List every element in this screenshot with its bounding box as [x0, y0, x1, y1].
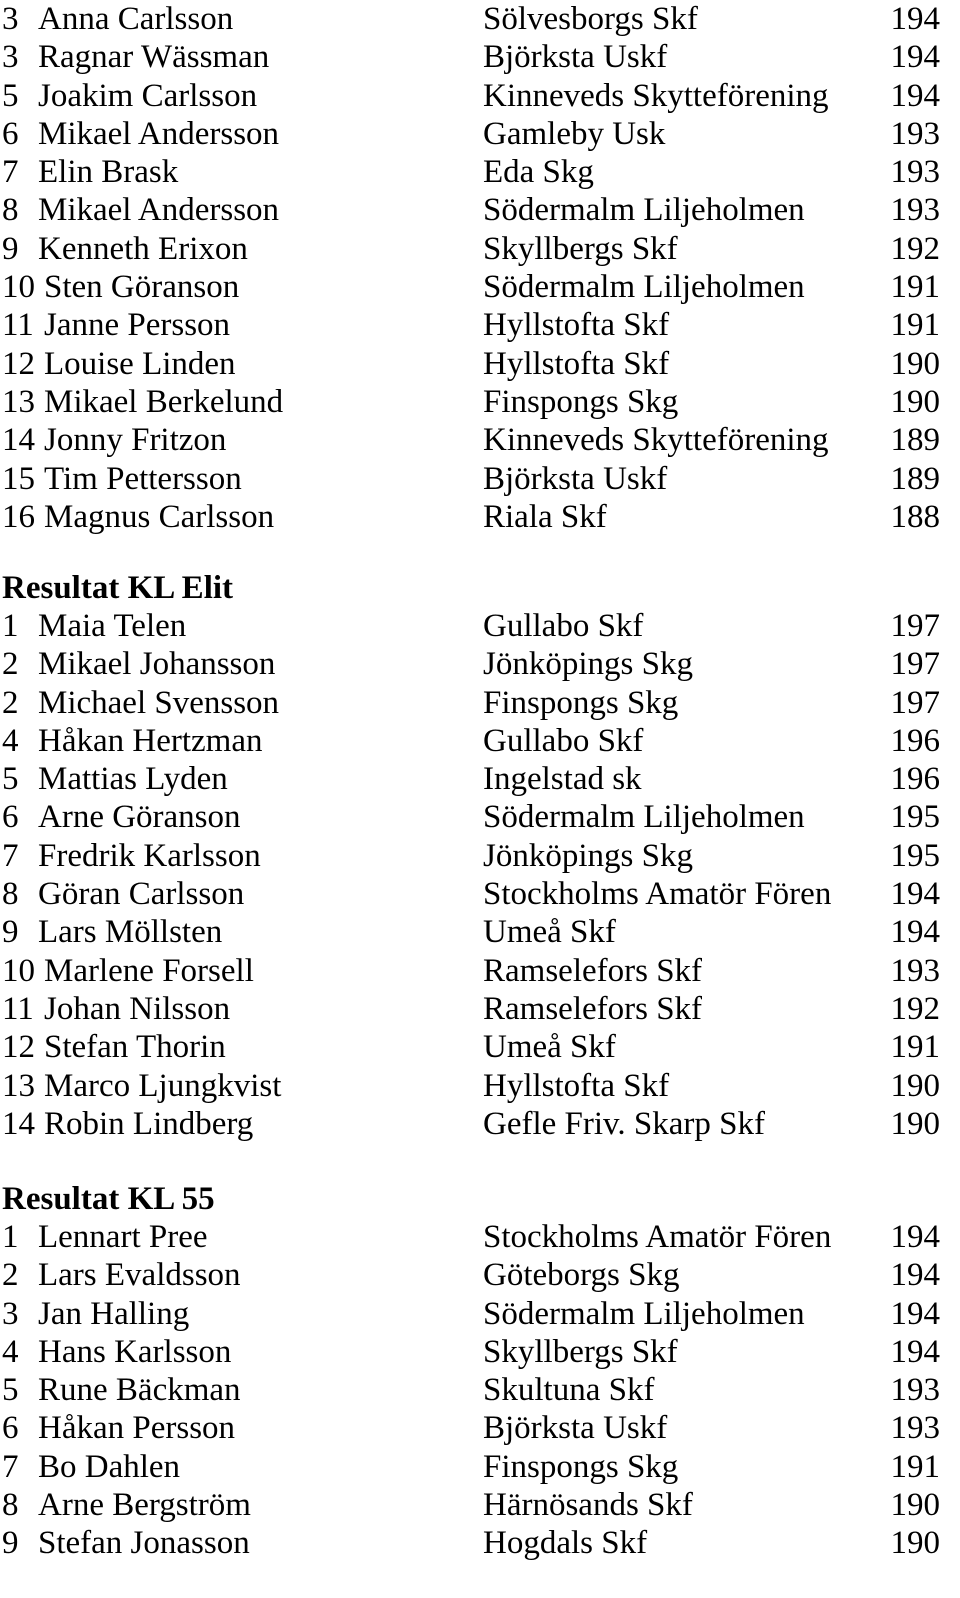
- results-section-kl-55: [0, 1180, 960, 1563]
- score-cell: 194: [890, 876, 940, 913]
- club-cell: Finspongs Skg: [483, 684, 679, 721]
- score-cell: 193: [890, 952, 940, 989]
- club-cell: Härnösands Skf: [483, 1487, 693, 1524]
- name-cell: Jan Halling: [38, 1295, 190, 1332]
- result-row: [0, 153, 960, 191]
- result-row: [0, 38, 960, 76]
- rank-cell: 3: [2, 1, 19, 37]
- rank-cell: 15: [2, 460, 35, 497]
- rank-cell: 5: [2, 77, 19, 114]
- name-cell: Jonny Fritzon: [44, 422, 227, 459]
- name-cell: Marco Ljungkvist: [44, 1067, 282, 1104]
- rank-cell: 2: [2, 684, 19, 721]
- club-cell: Ramselefors Skf: [483, 952, 703, 989]
- name-cell: Louise Linden: [44, 345, 236, 382]
- rank-cell: 9: [2, 914, 19, 951]
- score-cell: 188: [890, 498, 940, 535]
- name-cell: Maia Telen: [38, 608, 187, 644]
- club-cell: Jönköpings Skg: [483, 646, 693, 683]
- club-cell: Umeå Skf: [483, 914, 616, 951]
- score-cell: 190: [890, 345, 940, 382]
- rank-cell: 1: [2, 608, 19, 644]
- result-row: [0, 1295, 960, 1333]
- club-cell: Skyllbergs Skf: [483, 230, 678, 267]
- club-cell: Eda Skg: [483, 154, 594, 191]
- rank-cell: 2: [2, 1257, 19, 1294]
- rank-cell: 13: [2, 383, 35, 420]
- score-cell: 195: [890, 799, 940, 836]
- name-cell: Joakim Carlsson: [38, 77, 258, 114]
- score-cell: 195: [890, 837, 940, 874]
- rank-cell: 1: [2, 1219, 19, 1255]
- name-cell: Robin Lindberg: [44, 1105, 254, 1142]
- rank-cell: 9: [2, 1525, 19, 1562]
- score-cell: 194: [890, 914, 940, 951]
- rank-cell: 7: [2, 154, 19, 191]
- name-cell: Håkan Hertzman: [38, 722, 263, 759]
- results-section-continued: [0, 0, 960, 536]
- name-cell: Arne Göranson: [38, 799, 241, 836]
- score-cell: 193: [890, 154, 940, 191]
- score-cell: 192: [890, 230, 940, 267]
- rank-cell: 16: [2, 498, 35, 535]
- name-cell: Mikael Andersson: [38, 115, 280, 152]
- score-cell: 191: [890, 307, 940, 344]
- club-cell: Sölvesborgs Skf: [483, 1, 698, 37]
- name-cell: Tim Pettersson: [44, 460, 242, 497]
- name-cell: Hans Karlsson: [38, 1333, 232, 1370]
- rank-cell: 8: [2, 1487, 19, 1524]
- club-cell: Södermalm Liljeholmen: [483, 192, 805, 229]
- score-cell: 191: [890, 1448, 940, 1485]
- name-cell: Lennart Pree: [38, 1219, 208, 1255]
- rank-cell: 5: [2, 1372, 19, 1409]
- club-cell: Björksta Uskf: [483, 1410, 668, 1447]
- score-cell: 190: [890, 1487, 940, 1524]
- score-cell: 192: [890, 990, 940, 1027]
- score-cell: 193: [890, 192, 940, 229]
- name-cell: Mikael Andersson: [38, 192, 280, 229]
- name-cell: Stefan Thorin: [44, 1029, 226, 1066]
- rank-cell: 4: [2, 1333, 19, 1370]
- club-cell: Södermalm Liljeholmen: [483, 1295, 805, 1332]
- result-row: [0, 1067, 960, 1105]
- club-cell: Gullabo Skf: [483, 722, 644, 759]
- club-cell: Gullabo Skf: [483, 608, 644, 644]
- section-title: Resultat KL 55: [2, 1181, 215, 1217]
- club-cell: Skyllbergs Skf: [483, 1333, 678, 1370]
- rank-cell: 10: [2, 952, 35, 989]
- result-row: [0, 837, 960, 875]
- score-cell: 190: [890, 1105, 940, 1142]
- club-cell: Ramselefors Skf: [483, 990, 703, 1027]
- result-row: [0, 798, 960, 836]
- score-cell: 194: [890, 1, 940, 37]
- result-row: [0, 1105, 960, 1143]
- name-cell: Mikael Johansson: [38, 646, 276, 683]
- name-cell: Mikael Berkelund: [44, 383, 284, 420]
- name-cell: Fredrik Karlsson: [38, 837, 261, 874]
- score-cell: 194: [890, 1295, 940, 1332]
- score-cell: 196: [890, 722, 940, 759]
- score-cell: 190: [890, 383, 940, 420]
- result-row: [0, 1218, 960, 1256]
- result-row: [0, 1256, 960, 1294]
- name-cell: Johan Nilsson: [44, 990, 231, 1027]
- rank-cell: 6: [2, 115, 19, 152]
- rank-cell: 9: [2, 230, 19, 267]
- score-cell: 196: [890, 761, 940, 798]
- result-row: [0, 760, 960, 798]
- club-cell: Hyllstofta Skf: [483, 345, 670, 382]
- score-cell: 194: [890, 1219, 940, 1255]
- rank-cell: 12: [2, 345, 35, 382]
- score-cell: 194: [890, 39, 940, 76]
- result-row: [0, 1448, 960, 1486]
- result-row: [0, 115, 960, 153]
- club-cell: Skultuna Skf: [483, 1372, 655, 1409]
- club-cell: Hyllstofta Skf: [483, 307, 670, 344]
- rank-cell: 11: [2, 307, 34, 344]
- rank-cell: 8: [2, 192, 19, 229]
- score-cell: 189: [890, 460, 940, 497]
- club-cell: Södermalm Liljeholmen: [483, 269, 805, 306]
- result-row: [0, 990, 960, 1028]
- rank-cell: 5: [2, 761, 19, 798]
- score-cell: 197: [890, 684, 940, 721]
- rank-cell: 13: [2, 1067, 35, 1104]
- result-row: [0, 0, 960, 38]
- rank-cell: 4: [2, 722, 19, 759]
- name-cell: Elin Brask: [38, 154, 179, 191]
- club-cell: Kinneveds Skytteförening: [483, 77, 829, 114]
- name-cell: Anna Carlsson: [38, 1, 234, 37]
- name-cell: Lars Evaldsson: [38, 1257, 241, 1294]
- name-cell: Magnus Carlsson: [44, 498, 275, 535]
- result-row: [0, 1524, 960, 1562]
- result-row: [0, 722, 960, 760]
- result-row: [0, 607, 960, 645]
- rank-cell: 11: [2, 990, 34, 1027]
- score-cell: 194: [890, 1257, 940, 1294]
- rank-cell: 14: [2, 422, 35, 459]
- name-cell: Marlene Forsell: [44, 952, 254, 989]
- club-cell: Umeå Skf: [483, 1029, 616, 1066]
- club-cell: Stockholms Amatör Fören: [483, 876, 832, 913]
- result-row: [0, 383, 960, 421]
- result-row: [0, 684, 960, 722]
- club-cell: Gamleby Usk: [483, 115, 666, 152]
- rank-cell: 8: [2, 876, 19, 913]
- club-cell: Södermalm Liljeholmen: [483, 799, 805, 836]
- score-cell: 193: [890, 1410, 940, 1447]
- club-cell: Riala Skf: [483, 498, 607, 535]
- rank-cell: 7: [2, 837, 19, 874]
- club-cell: Jönköpings Skg: [483, 837, 693, 874]
- score-cell: 197: [890, 646, 940, 683]
- rank-cell: 14: [2, 1105, 35, 1142]
- result-row: [0, 498, 960, 536]
- score-cell: 194: [890, 77, 940, 114]
- score-cell: 191: [890, 1029, 940, 1066]
- result-row: [0, 421, 960, 459]
- score-cell: 191: [890, 269, 940, 306]
- club-cell: Finspongs Skg: [483, 383, 679, 420]
- score-cell: 194: [890, 1333, 940, 1370]
- result-row: [0, 1409, 960, 1447]
- club-cell: Stockholms Amatör Fören: [483, 1219, 832, 1255]
- result-row: [0, 306, 960, 344]
- name-cell: Lars Möllsten: [38, 914, 223, 951]
- result-row: [0, 1028, 960, 1066]
- club-cell: Gefle Friv. Skarp Skf: [483, 1105, 765, 1142]
- result-row: [0, 230, 960, 268]
- rank-cell: 3: [2, 39, 19, 76]
- club-cell: Björksta Uskf: [483, 460, 668, 497]
- name-cell: Janne Persson: [44, 307, 231, 344]
- result-row: [0, 1333, 960, 1371]
- rank-cell: 12: [2, 1029, 35, 1066]
- result-row: [0, 952, 960, 990]
- score-cell: 190: [890, 1525, 940, 1562]
- result-row: [0, 1486, 960, 1524]
- name-cell: Göran Carlsson: [38, 876, 245, 913]
- results-section-kl-elit: [0, 569, 960, 1143]
- score-cell: 190: [890, 1067, 940, 1104]
- club-cell: Göteborgs Skg: [483, 1257, 680, 1294]
- rank-cell: 2: [2, 646, 19, 683]
- club-cell: Finspongs Skg: [483, 1448, 679, 1485]
- score-cell: 193: [890, 1372, 940, 1409]
- rank-cell: 3: [2, 1295, 19, 1332]
- name-cell: Stefan Jonasson: [38, 1525, 250, 1562]
- rank-cell: 6: [2, 1410, 19, 1447]
- score-cell: 193: [890, 115, 940, 152]
- result-row: [0, 268, 960, 306]
- result-row: [0, 645, 960, 683]
- name-cell: Ragnar Wässman: [38, 39, 270, 76]
- rank-cell: 10: [2, 269, 35, 306]
- result-row: [0, 875, 960, 913]
- name-cell: Rune Bäckman: [38, 1372, 241, 1409]
- score-cell: 189: [890, 422, 940, 459]
- result-row: [0, 913, 960, 951]
- rank-cell: 6: [2, 799, 19, 836]
- club-cell: Kinneveds Skytteförening: [483, 422, 829, 459]
- result-row: [0, 1371, 960, 1409]
- result-row: [0, 345, 960, 383]
- name-cell: Arne Bergström: [38, 1487, 251, 1524]
- name-cell: Håkan Persson: [38, 1410, 236, 1447]
- result-row: [0, 191, 960, 229]
- name-cell: Sten Göranson: [44, 269, 240, 306]
- club-cell: Hyllstofta Skf: [483, 1067, 670, 1104]
- club-cell: Hogdals Skf: [483, 1525, 648, 1562]
- name-cell: Kenneth Erixon: [38, 230, 248, 267]
- club-cell: Ingelstad sk: [483, 761, 642, 798]
- club-cell: Björksta Uskf: [483, 39, 668, 76]
- result-row: [0, 77, 960, 115]
- name-cell: Bo Dahlen: [38, 1448, 181, 1485]
- result-row: [0, 460, 960, 498]
- name-cell: Mattias Lyden: [38, 761, 228, 798]
- score-cell: 197: [890, 608, 940, 644]
- name-cell: Michael Svensson: [38, 684, 280, 721]
- rank-cell: 7: [2, 1448, 19, 1485]
- section-title: Resultat KL Elit: [2, 570, 234, 606]
